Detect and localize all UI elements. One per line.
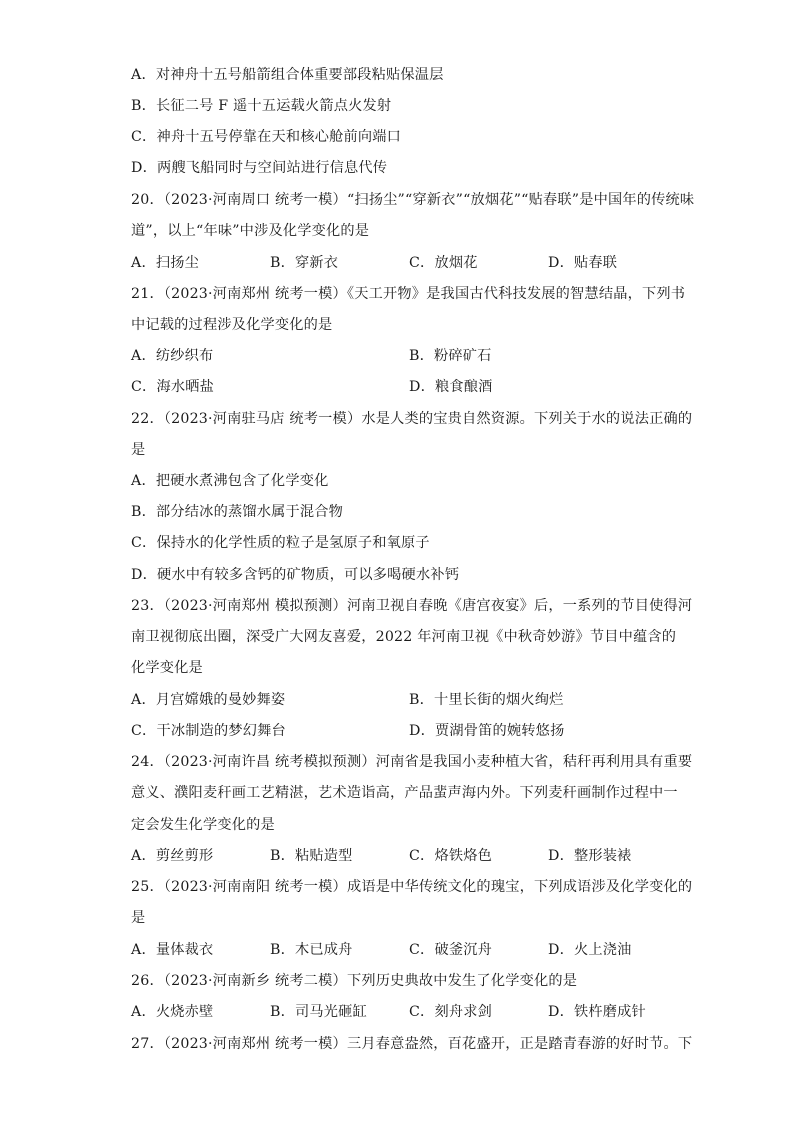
- q25-option-d: D．火上浇油: [548, 942, 632, 958]
- q22-option-d: D．硬水中有较多含钙的矿物质，可以多喝硬水补钙: [131, 567, 460, 583]
- q23-option-a: A．月宫嫦娥的曼妙舞姿: [131, 692, 286, 708]
- q19-option-b: B．长征二号 F 遥十五运载火箭点火发射: [131, 98, 392, 114]
- q22-option-c: C．保持水的化学性质的粒子是氢原子和氧原子: [131, 535, 430, 551]
- q22-stem-line-1: 22．（2023·河南驻马店 统考一模）水是人类的宝贵自然资源。下列关于水的说法正确的: [131, 411, 693, 427]
- q24-option-d: D．整形装裱: [548, 848, 632, 864]
- q20-stem-line-1: 20．（2023·河南周口 统考一模）“扫扬尘”“穿新衣”“放烟花”“贴春联”是中国年的传统味: [131, 192, 695, 208]
- q24-option-c: C．烙铁烙色: [409, 848, 492, 864]
- q20-option-b: B．穿新衣: [270, 255, 339, 271]
- q21-stem-line-1: 21．（2023·河南郑州 统考一模）《天工开物》是我国古代科技发展的智慧结晶，下列书: [131, 286, 686, 302]
- q22-stem-line-2: 是: [131, 442, 146, 458]
- q21-option-d: D．粮食酿酒: [409, 379, 493, 395]
- q21-option-a: A．纺纱织布: [131, 348, 214, 364]
- q24-option-a: A．剪丝剪形: [131, 848, 214, 864]
- q19-option-d: D．两艘飞船同时与空间站进行信息代传: [131, 160, 388, 176]
- q20-option-a: A．扫扬尘: [131, 255, 199, 271]
- q26-option-a: A．火烧赤壁: [131, 1004, 214, 1020]
- q22-option-b: B．部分结冰的蒸馏水属于混合物: [131, 504, 344, 520]
- q24-stem-line-1: 24．（2023·河南许昌 统考模拟预测）河南省是我国小麦种植大省，秸秆再利用具有重要: [131, 754, 693, 770]
- q20-option-d: D．贴春联: [548, 255, 618, 271]
- q24-option-b: B．粘贴造型: [270, 848, 353, 864]
- q23-option-c: C．干冰制造的梦幻舞台: [131, 723, 286, 739]
- q23-stem-line-3: 化学变化是: [131, 660, 203, 676]
- q24-stem-line-2: 意义、濮阳麦秆画工艺精湛，艺术造诣高，产品蜚声海内外。下列麦秆画制作过程中一: [131, 785, 678, 801]
- q22-option-a: A．把硬水煮沸包含了化学变化: [131, 473, 329, 489]
- q19-option-a: A．对神舟十五号船箭组合体重要部段粘贴保温层: [131, 67, 444, 83]
- q23-option-d: D．贾湖骨笛的婉转悠扬: [409, 723, 565, 739]
- q26-stem-line-1: 26．（2023·河南新乡 统考二模）下列历史典故中发生了化学变化的是: [131, 973, 578, 989]
- q20-option-c: C．放烟花: [409, 255, 478, 271]
- q23-stem-line-2: 南卫视彻底出圈，深受广大网友喜爱，2022 年河南卫视《中秋奇妙游》节目中蕴含的: [131, 629, 677, 645]
- q25-option-c: C．破釜沉舟: [409, 942, 492, 958]
- q24-stem-line-3: 定会发生化学变化的是: [131, 817, 275, 833]
- q25-option-b: B．木已成舟: [270, 942, 353, 958]
- q20-stem-line-2: 道”，以上“年味”中涉及化学变化的是: [131, 223, 370, 239]
- q19-option-c: C．神舟十五号停靠在天和核心舱前向端口: [131, 129, 402, 145]
- q26-option-b: B．司马光砸缸: [270, 1004, 367, 1020]
- q25-option-a: A．量体裁衣: [131, 942, 214, 958]
- q21-option-b: B．粉碎矿石: [409, 348, 492, 364]
- q26-option-d: D．铁杵磨成针: [548, 1004, 646, 1020]
- q21-option-c: C．海水晒盐: [131, 379, 214, 395]
- q26-option-c: C．刻舟求剑: [409, 1004, 492, 1020]
- q21-stem-line-2: 中记载的过程涉及化学变化的是: [131, 317, 333, 333]
- q25-stem-line-1: 25．（2023·河南南阳 统考一模）成语是中华传统文化的瑰宝，下列成语涉及化学变化的: [131, 879, 693, 895]
- q23-option-b: B．十里长街的烟火绚烂: [409, 692, 564, 708]
- q27-stem-line-1: 27．（2023·河南郑州 统考一模）三月春意盎然，百花盛开，正是踏青春游的好时节。下: [131, 1036, 693, 1052]
- q23-stem-line-1: 23．（2023·河南郑州 模拟预测）河南卫视自春晚《唐宫夜宴》后，一系列的节目使得河: [131, 598, 693, 614]
- q25-stem-line-2: 是: [131, 910, 146, 926]
